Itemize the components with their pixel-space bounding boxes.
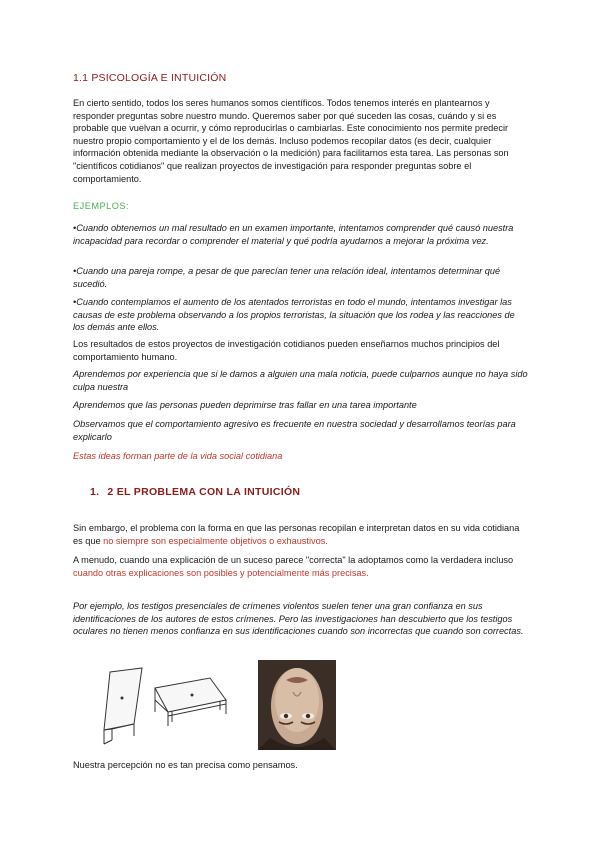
section-title-text: 2 EL PROBLEMA CON LA INTUICIÓN bbox=[107, 486, 301, 498]
problem-highlight: no siempre son especialmente objetivos o exhaustivos. bbox=[103, 535, 328, 546]
learning-item-depression: Aprendemos que las personas pueden deprimirse tras fallar en una tarea importante bbox=[73, 400, 417, 410]
explanation-highlight: cuando otras explicaciones son posibles y potencialmente más precisas. bbox=[73, 567, 369, 578]
figure-caption: Nuestra percepción no es tan precisa como pensamos. bbox=[73, 760, 298, 770]
example-item-exam: •Cuando obtenemos un mal resultado en un examen importante, intentamos comprender qué causó nuestra incapacidad para recordar o comprender el material y qué podría ayudarnos a mejorar la próxima vez. bbox=[73, 223, 514, 246]
problem-text: Sin embargo, el problema con la forma en que las personas recopilan e interpretan datos en su vida cotidiana es que bbox=[73, 523, 520, 546]
example-item-terrorism: •Cuando contemplamos el aumento de los atentados terroristas en todo el mundo, intentamos investigar las causas de este problema observando a los propios terroristas, la situación que los rodea y las reacciones de los demás ante ellos. bbox=[73, 297, 515, 333]
explanation-text: A menudo, cuando una explicación de un suceso parece "correcta" la adoptamos como la verdadera incluso bbox=[73, 555, 514, 565]
learning-item-aggression: Observamos que el comportamiento agresivo es frecuente en nuestra sociedad y desarrollamos teorías para explicarlo bbox=[73, 419, 516, 442]
closing-line: Estas ideas forman parte de la vida social cotidiana bbox=[73, 451, 283, 461]
learning-item-bad-news: Aprendemos por experiencia que si le damos a alguien una mala noticia, puede culparnos aunque no haya sido culpa nuestra bbox=[73, 369, 528, 392]
intro-paragraph: En cierto sentido, todos los seres humanos somos científicos. Todos tenemos interés en plantearnos y responder preguntas sobre nuestro mundo. Queremos saber por qué suceden las cosas, cuándo y si es probable que vuelvan a ocurrir, y cómo reproducirlas o cambiarlas. Este conocimiento nos permite predecir nuestro propio comportamiento y el de los demás. Incluso podemos recopilar datos (es decir, cualquier información obtenida mediante la observación o la medición) para facilitarnos esta tarea. Las personas son "científicos cotidianos" que realizan proyectos de investigación para responder preguntas sobre el comportamiento. bbox=[73, 98, 509, 184]
section-title-psicologia: 1.1 PSICOLOGÍA E INTUICIÓN bbox=[73, 72, 227, 84]
section-title-problema bbox=[90, 486, 300, 498]
problem-paragraph bbox=[73, 522, 529, 547]
upside-down-face-icon bbox=[258, 660, 336, 750]
examples-label: EJEMPLOS: bbox=[73, 201, 130, 211]
summary-paragraph: Los resultados de estos proyectos de investigación cotidianos pueden enseñarnos muchos principios del comportamiento humano. bbox=[73, 339, 500, 362]
witness-paragraph: Por ejemplo, los testigos presenciales de crímenes violentos suelen tener una gran confianza en sus identificaciones de los autores de estos crímenes. Pero las investigaciones han descubierto que los testigos oculares no tienen menos confianza en sus identificaciones cuando son incorrectas que cuando son correctas. bbox=[73, 601, 524, 637]
table-illusion-icon bbox=[100, 664, 230, 754]
example-item-couple: •Cuando una pareja rompe, a pesar de que parecían tener una relación ideal, intentamos determinar qué sucedió. bbox=[73, 266, 501, 289]
explanation-paragraph bbox=[73, 554, 529, 579]
section-number: 1. bbox=[90, 486, 100, 498]
